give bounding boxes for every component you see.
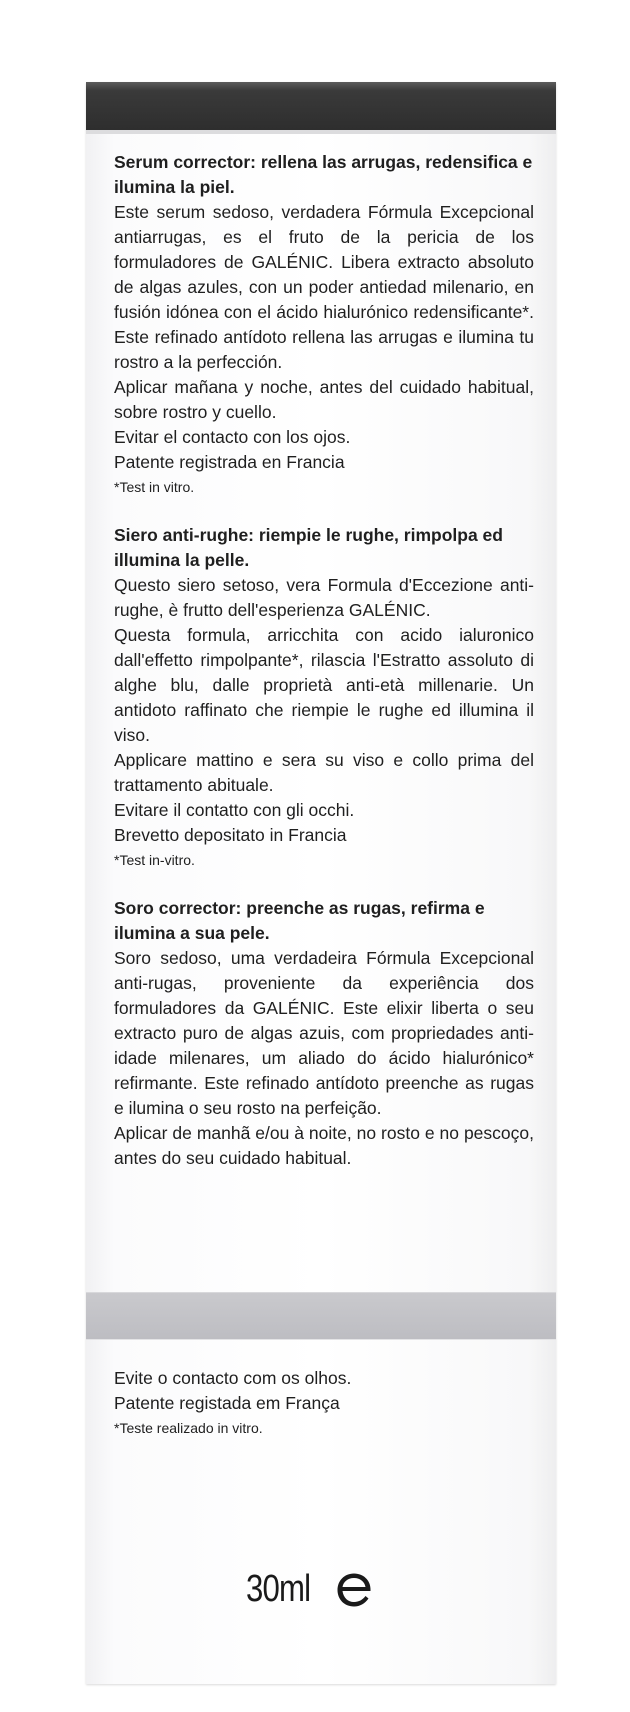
section-heading: Soro corrector: preenche as rugas, refirma e ilumina a sua pele. xyxy=(114,898,485,943)
footnote: *Teste realizado in vitro. xyxy=(114,1420,263,1436)
footnote: *Test in-vitro. xyxy=(114,852,195,868)
volume-text: 30ml xyxy=(246,1568,311,1610)
paragraph: Brevetto depositato in Francia xyxy=(114,825,347,845)
paragraph: Soro sedoso, uma verdadeira Fórmula Excepcional anti-rugas, proveniente da experiência dos formuladores da GALÉNIC. Este elixir liberta o seu extracto puro de algas azuis, com propriedades anti-idade milenares, um aliado do ácido hialurónico* refirmante. Este refinado antídoto preenche as rugas e ilumina o seu rosto na perfeição. xyxy=(114,948,534,1118)
text-block xyxy=(114,150,534,1195)
top-dark-band xyxy=(86,82,556,130)
paragraph: Aplicar de manhã e/ou à noite, no rosto e no pescoço, antes do seu cuidado habitual. xyxy=(114,1123,534,1168)
section-italian xyxy=(114,523,534,872)
paragraph: Evite o contacto com os olhos. xyxy=(114,1368,352,1388)
paragraph: Evitare il contatto con gli occhi. xyxy=(114,800,355,820)
text-block-continued xyxy=(114,1366,534,1440)
paragraph: Patente registada em França xyxy=(114,1393,340,1413)
paragraph: Evitar el contacto con los ojos. xyxy=(114,427,351,447)
section-heading: Siero anti-rughe: riempie le rughe, rimpolpa ed illumina la pelle. xyxy=(114,525,503,570)
paragraph: Patente registrada en Francia xyxy=(114,452,345,472)
estimated-sign-icon xyxy=(334,1570,374,1610)
section-spanish xyxy=(114,150,534,499)
section-portuguese xyxy=(114,896,534,1171)
gray-divider-band xyxy=(86,1292,556,1340)
paragraph: Este serum sedoso, verdadera Fórmula Excepcional antiarrugas, es el fruto de la pericia de los formuladores de GALÉNIC. Libera extracto absoluto de algas azules, con un poder antiedad milenario, en fusión idónea con el ácido hialurónico redensificante*. Este refinado antídoto rellena las arrugas e ilumina tu rostro a la perfección. xyxy=(114,202,534,372)
footnote: *Test in vitro. xyxy=(114,479,195,495)
paragraph: Applicare mattino e sera su viso e collo prima del trattamento abituale. xyxy=(114,750,534,795)
volume-label xyxy=(246,1568,374,1611)
section-heading: Serum corrector: rellena las arrugas, redensifica e ilumina la piel. xyxy=(114,152,533,197)
paragraph: Questa formula, arricchita con acido ialuronico dall'effetto rimpolpante*, rilascia l'Estratto assoluto di alghe blu, dalle proprietà anti-età millenarie. Un antidoto raffinato che riempie le rughe ed illumina il viso. xyxy=(114,625,534,745)
package-side-panel xyxy=(86,82,556,1684)
paragraph: Questo siero setoso, vera Formula d'Eccezione anti-rughe, è frutto dell'esperienza GALÉNIC. xyxy=(114,575,534,620)
paragraph: Aplicar mañana y noche, antes del cuidado habitual, sobre rostro y cuello. xyxy=(114,377,534,422)
